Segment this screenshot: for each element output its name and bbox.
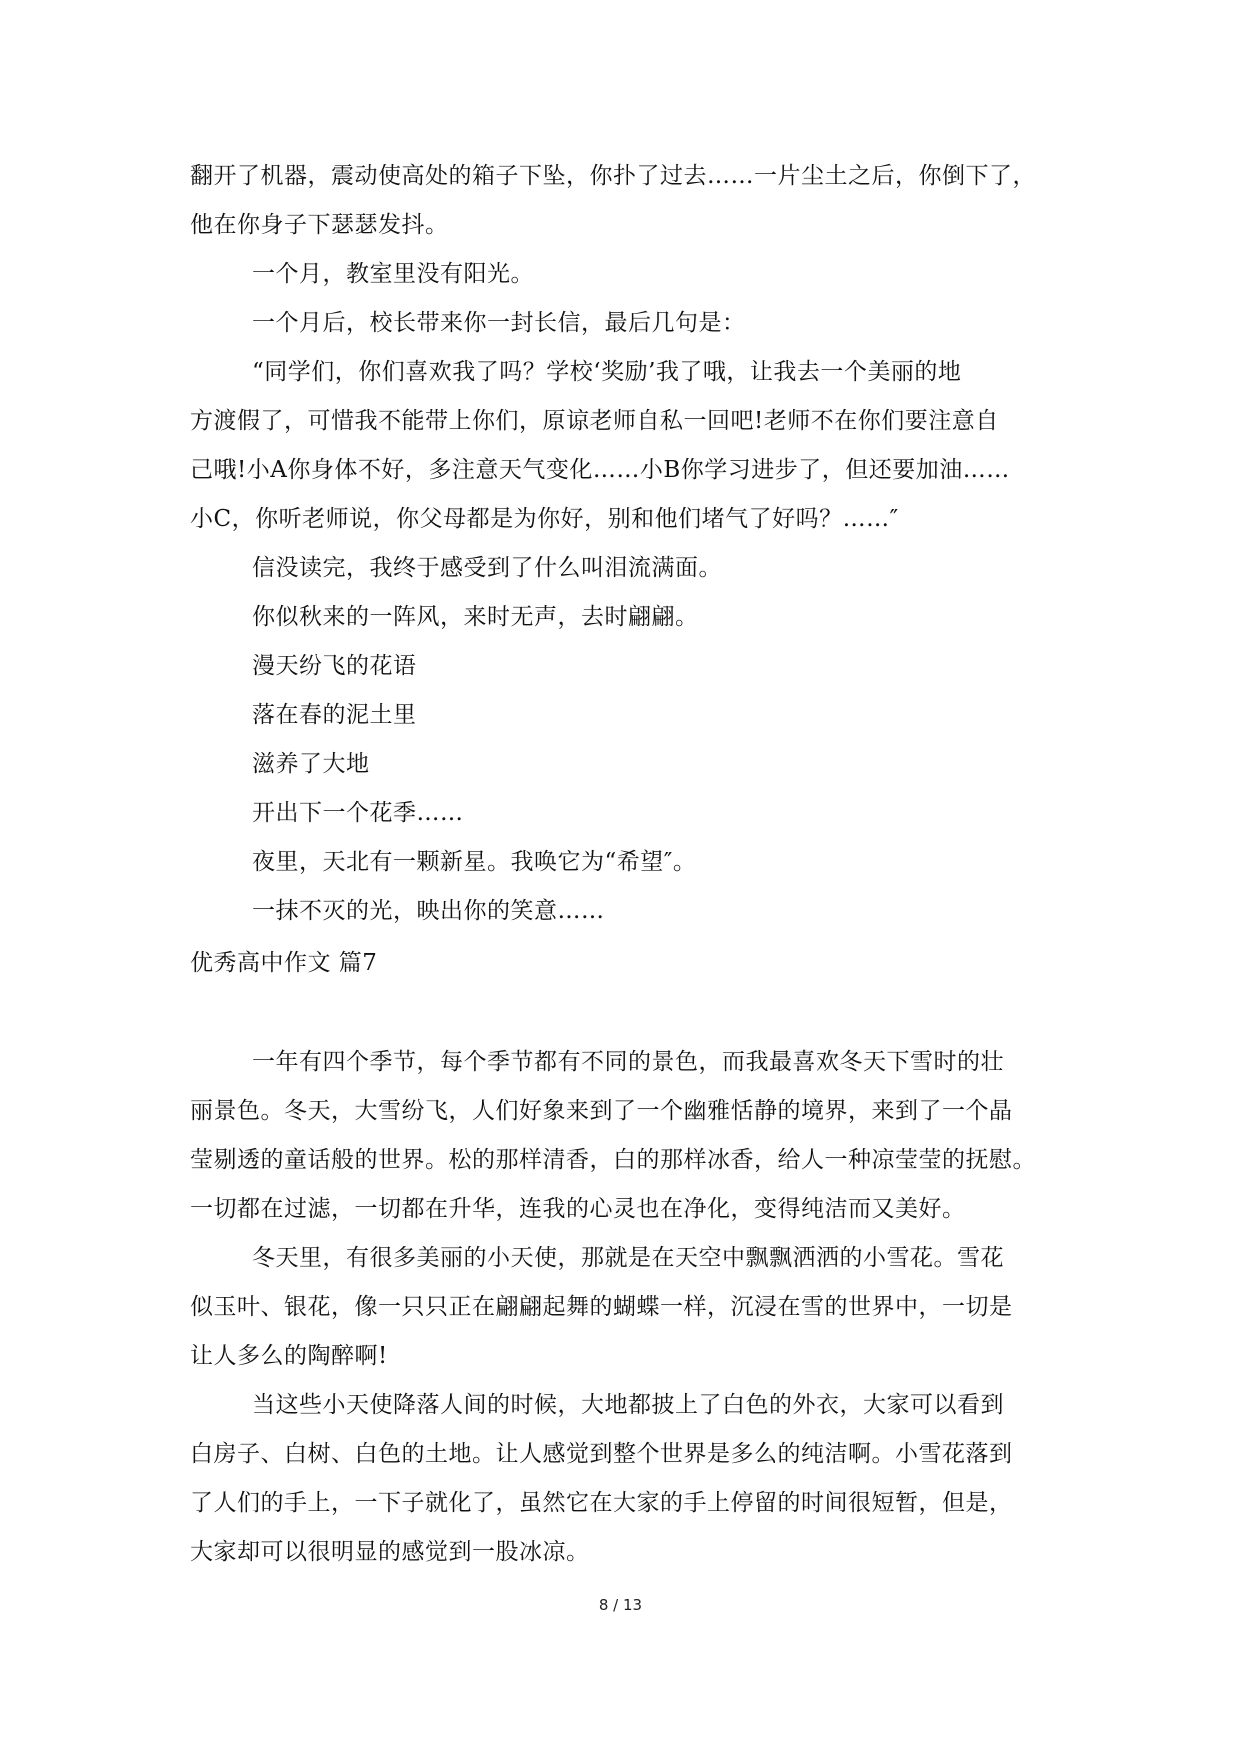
poem-line: 漫天纷飞的花语 <box>252 653 417 679</box>
text-line: 大家却可以很明显的感觉到一股冰凉。 <box>190 1539 590 1565</box>
text-line: 翻开了机器，震动使高处的箱子下坠，你扑了过去……一片尘土之后，你倒下了， <box>190 163 1036 189</box>
text-line: “同学们，你们喜欢我了吗？学校‘奖励’我了哦，让我去一个美丽的地 <box>252 359 962 385</box>
text-line: 冬天里，有很多美丽的小天使，那就是在天空中飘飘洒洒的小雪花。雪花 <box>252 1245 1004 1271</box>
text-line: 己哦!小A你身体不好，多注意天气变化……小B你学习进步了，但还要加油…… <box>190 457 1010 483</box>
text-line: 白房子、白树、白色的土地。让人感觉到整个世界是多么的纯洁啊。小雪花落到 <box>190 1441 1013 1467</box>
section-heading: 优秀高中作文 篇7 <box>190 950 378 976</box>
text-line: 小C，你听老师说，你父母都是为你好，别和他们堵气了好吗？……″ <box>190 506 899 532</box>
text-line: 他在你身子下瑟瑟发抖。 <box>190 212 449 238</box>
text-line: 似玉叶、银花，像一只只正在翩翩起舞的蝴蝶一样，沉浸在雪的世界中，一切是 <box>190 1294 1013 1320</box>
text-line: 当这些小天使降落人间的时候，大地都披上了白色的外衣，大家可以看到 <box>252 1392 1004 1418</box>
poem-line: 落在春的泥土里 <box>252 702 417 728</box>
text-line: 夜里，天北有一颗新星。我唤它为“希望″。 <box>252 849 697 875</box>
poem-line: 开出下一个花季…… <box>252 800 464 826</box>
essay-continuation <box>190 152 1052 936</box>
text-line: 了人们的手上，一下子就化了，虽然它在大家的手上停留的时间很短暂，但是， <box>190 1490 1013 1516</box>
text-line: 你似秋来的一阵风，来时无声，去时翩翩。 <box>252 604 699 630</box>
text-line: 一个月后，校长带来你一封长信，最后几句是： <box>252 310 746 336</box>
text-line: 信没读完，我终于感受到了什么叫泪流满面。 <box>252 555 722 581</box>
text-line: 莹剔透的童话般的世界。松的那样清香，白的那样冰香，给人一种凉莹莹的抚慰。 <box>190 1147 1036 1173</box>
text-line: 一个月，教室里没有阳光。 <box>252 261 534 287</box>
poem-line: 滋养了大地 <box>252 751 370 777</box>
essay-section-7 <box>190 1038 1052 1577</box>
page-number: 8 / 13 <box>598 1596 643 1614</box>
text-line: 一切都在过滤，一切都在升华，连我的心灵也在净化，变得纯洁而又美好。 <box>190 1196 966 1222</box>
text-line: 一抹不灭的光，映出你的笑意…… <box>252 898 605 924</box>
text-line: 丽景色。冬天，大雪纷飞，人们好象来到了一个幽雅恬静的境界，来到了一个晶 <box>190 1098 1013 1124</box>
text-line: 让人多么的陶醉啊! <box>190 1343 388 1369</box>
text-line: 方渡假了，可惜我不能带上你们，原谅老师自私一回吧!老师不在你们要注意自 <box>190 408 999 434</box>
text-line: 一年有四个季节，每个季节都有不同的景色，而我最喜欢冬天下雪时的壮 <box>252 1049 1004 1075</box>
